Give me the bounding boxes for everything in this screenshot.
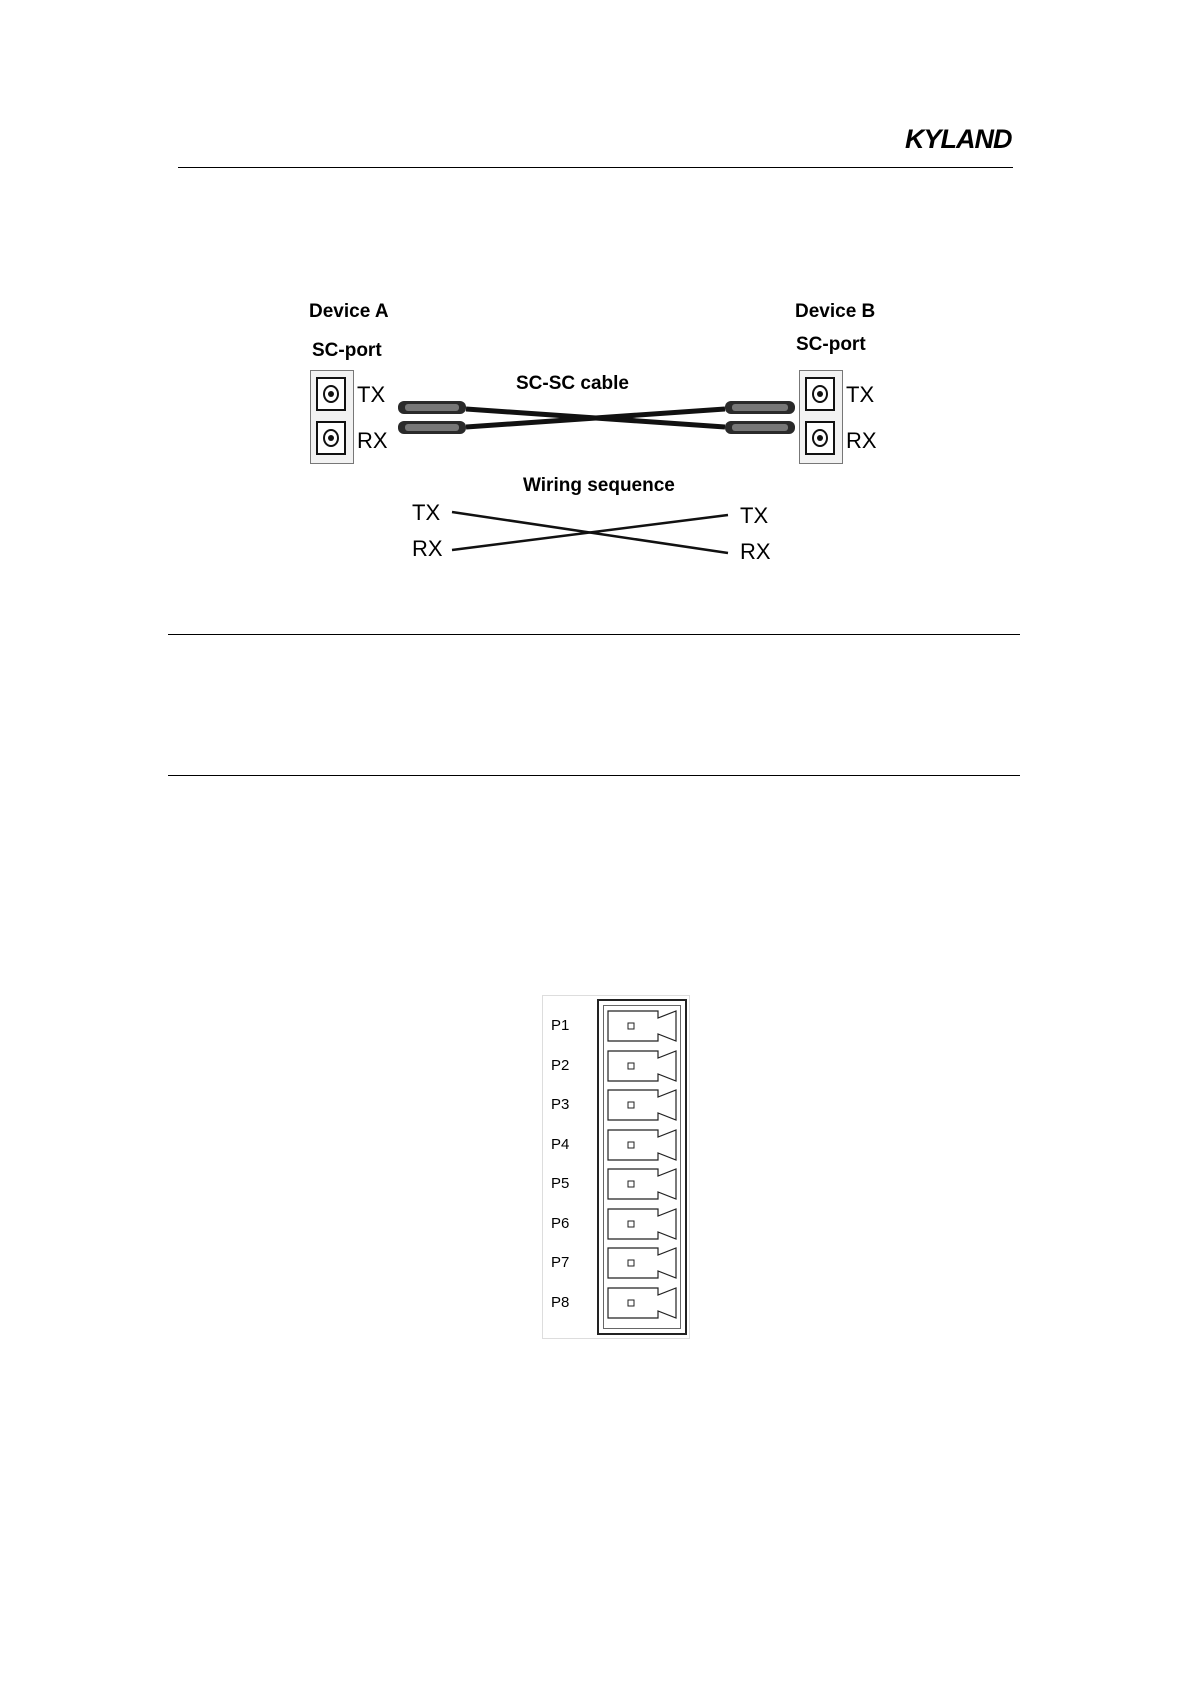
cable-label: SC-SC cable (516, 373, 629, 394)
pin-label-7: P7 (551, 1254, 570, 1271)
device-a-port-label: SC-port (312, 340, 382, 361)
pin-label-4: P4 (551, 1135, 570, 1153)
wiring-left-tx: TX (412, 500, 441, 525)
pin-label-6: P6 (551, 1214, 570, 1232)
wiring-left-rx: RX (412, 536, 443, 561)
pin-label-1: P1 (551, 1017, 570, 1034)
kyland-logo: KYLAND (905, 124, 1012, 154)
terminal-block-diagram (542, 995, 690, 1339)
device-a-label: Device A (309, 301, 389, 322)
pin-label-2: P2 (551, 1056, 570, 1074)
pin-slot-8 (606, 1285, 678, 1321)
device-b-tx-label: TX (846, 382, 875, 407)
section-rule-bottom (168, 775, 1020, 776)
pin-slot-4 (606, 1127, 678, 1163)
pin-label-3: P3 (551, 1096, 570, 1113)
device-a-tx-label: TX (357, 382, 386, 407)
pin-slot-7 (606, 1245, 678, 1281)
wiring-cross-lines (0, 0, 1192, 600)
wiring-right-tx: TX (740, 503, 769, 528)
pin-slot-1 (606, 1008, 678, 1044)
pin-label-5: P5 (551, 1175, 570, 1192)
pin-slot-6 (606, 1206, 678, 1242)
pin-slot-3 (606, 1087, 678, 1123)
pin-slot-5 (606, 1166, 678, 1202)
device-a-rx-label: RX (357, 428, 388, 453)
wiring-sequence-title: Wiring sequence (523, 475, 675, 496)
pin-label-8: P8 (551, 1293, 570, 1311)
section-rule-top (168, 634, 1020, 635)
device-b-label: Device B (795, 301, 876, 322)
pin-slot-2 (606, 1048, 678, 1084)
device-b-rx-label: RX (846, 428, 877, 453)
device-b-port-label: SC-port (796, 334, 866, 355)
wiring-right-rx: RX (740, 539, 771, 564)
